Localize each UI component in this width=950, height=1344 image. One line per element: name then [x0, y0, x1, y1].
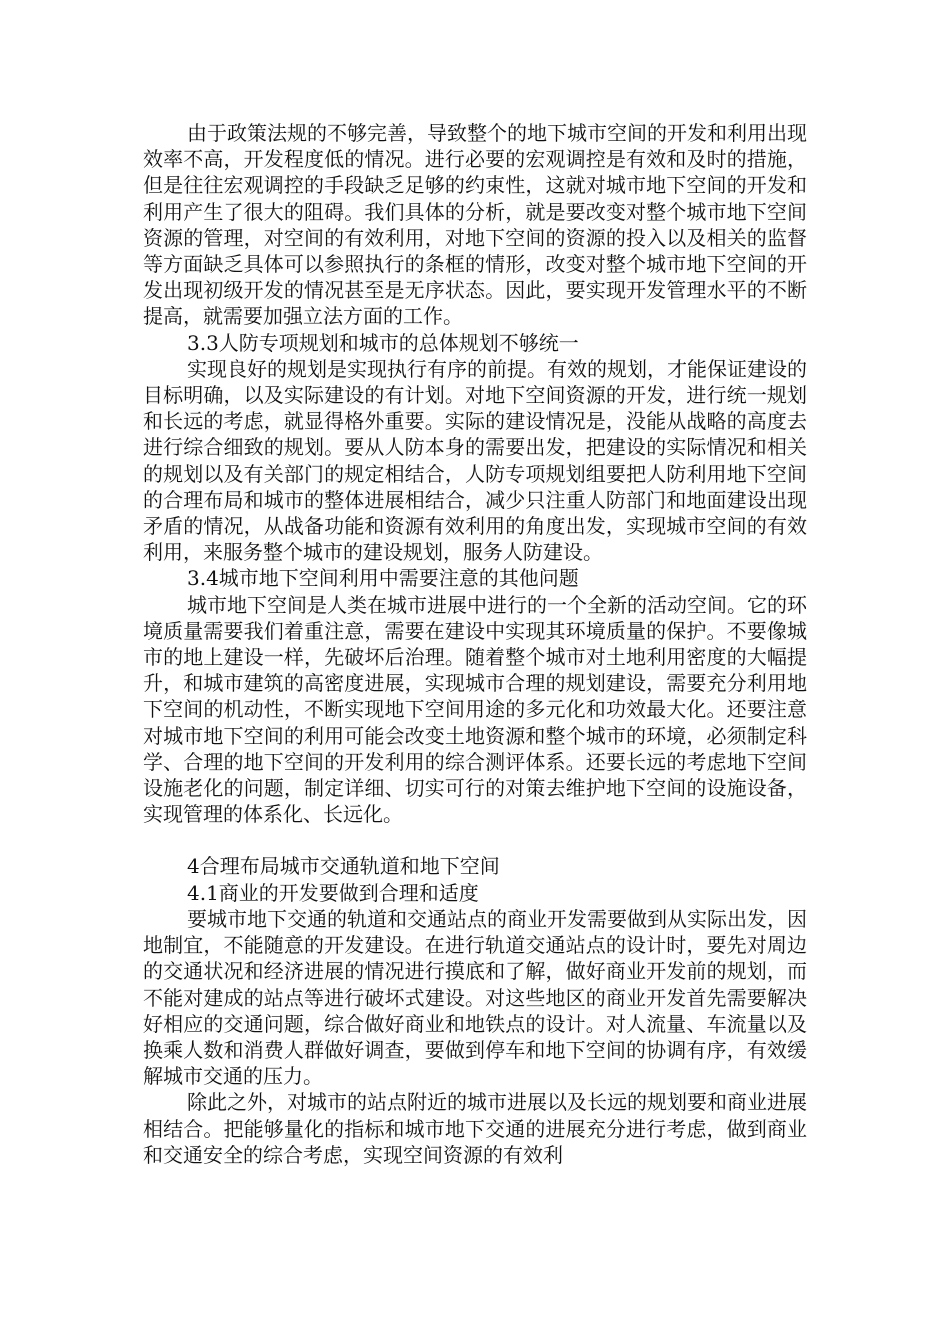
- paragraph-commercial-development: 要城市地下交通的轨道和交通站点的商业开发需要做到从实际出发，因地制宜，不能随意的开发建设。在进行轨道交通站点的设计时，要先对周边的交通状况和经济进展的情况进行摸底和了解，做好商业开发前的规划，而不能对建成的站点等进行破坏式建设。对这些地区的商业开发首先需要解决好相应的交通问题，综合做好商业和地铁点的设计。对人流量、车流量以及换乘人数和消费人群做好调查，要做到停车和地下空间的协调有序，有效缓解城市交通的压力。: [143, 906, 807, 1089]
- section-heading-3-3: 3.3人防专项规划和城市的总体规划不够统一: [187, 330, 579, 355]
- section-heading-3-4: 3.4城市地下空间利用中需要注意的其他问题: [187, 566, 579, 591]
- paragraph-spacer: [143, 827, 807, 853]
- section-heading-4-1: 4.1商业的开发要做到合理和适度: [187, 880, 479, 905]
- paragraph-station-planning: 除此之外，对城市的站点附近的城市进展以及长远的规划要和商业进展相结合。把能够量化的指标和城市地下交通的进展充分进行考虑，做到商业和交通安全的综合考虑，实现空间资源的有效利: [143, 1090, 807, 1167]
- paragraph-policy-regulation: 由于政策法规的不够完善，导致整个的地下城市空间的开发和利用出现效率不高，开发程度低的情况。进行必要的宏观调控是有效和及时的措施，但是往往宏观调控的手段缺乏足够的约束性，这就对城市地下空间的开发和利用产生了很大的阻碍。我们具体的分析，就是要改变对整个城市地下空间资源的管理，对空间的有效利用，对地下空间的资源的投入以及相关的监督等方面缺乏具体可以参照执行的条框的情形，改变对整个城市地下空间的开发出现初级开发的情况甚至是无序状态。因此，要实现开发管理水平的不断提高，就需要加强立法方面的工作。: [143, 121, 807, 329]
- section-heading-4: 4合理布局城市交通轨道和地下空间: [187, 854, 500, 879]
- document-body: [143, 120, 807, 1168]
- paragraph-underground-space-issues: 城市地下空间是人类在城市进展中进行的一个全新的活动空间。它的环境质量需要我们着重注意，需要在建设中实现其环境质量的保护。不要像城市的地上建设一样，先破坏后治理。随着整个城市对土地利用密度的大幅提升，和城市建筑的高密度进展，实现城市合理的规划建设，需要充分利用地下空间的机动性，不断实现地下空间用途的多元化和功效最大化。还要注意对城市地下空间的利用可能会改变土地资源和整个城市的环境，必须制定科学、合理的地下空间的开发利用的综合测评体系。还要长远的考虑地下空间设施老化的问题，制定详细、切实可行的对策去维护地下空间的设施设备，实现管理的体系化、长远化。: [143, 592, 807, 827]
- paragraph-planning: 实现良好的规划是实现执行有序的前提。有效的规划，才能保证建设的目标明确，以及实际建设的有计划。对地下空间资源的开发，进行统一规划和长远的考虑，就显得格外重要。实际的建设情况是，没能从战略的高度去进行综合细致的规划。要从人防本身的需要出发，把建设的实际情况和相关的规划以及有关部门的规定相结合，人防专项规划组要把人防利用地下空间的合理布局和城市的整体进展相结合，减少只注重人防部门和地面建设出现矛盾的情况，从战备功能和资源有效利用的角度出发，实现城市空间的有效利用，来服务整个城市的建设规划，服务人防建设。: [143, 356, 807, 565]
